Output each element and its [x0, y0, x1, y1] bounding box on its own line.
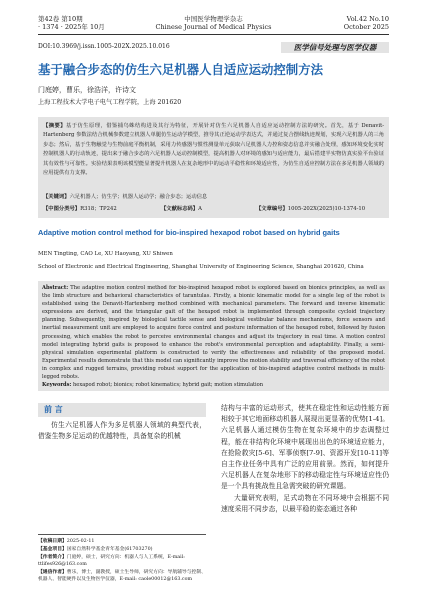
abstract-cn	[43, 122, 384, 178]
keywords-cn-text: 六足机器人；仿生学；机器人运动学；融合步态；运动信息	[69, 194, 208, 200]
running-header-right	[344, 15, 389, 31]
page-number-date: · 1374 · 2025年 10月	[38, 23, 105, 31]
body-paragraph-1: 结构与丰富的运动形式，使其在稳定性和运动性能方面相较于其它地面移动机器人展现出更显著的优势[1-4]。六足机器人通过模仿生物在复杂环境中的步态调整过程，能在非结构化环境中展现出出色的环境适应能力，在抢险救灾[5-6]、军事侦察[7-9]、资源开发[10-11]等自主作业任务中具有广泛的应用前景。然而，如何提升六足机器人在复杂地形下的移动稳定性与环境适应性仍是一个具有挑战性且急需突破的研究课题。	[221, 404, 389, 491]
abstract-en	[42, 284, 385, 389]
keywords-en-label: Keywords:	[42, 382, 72, 389]
keywords-cn	[43, 193, 384, 202]
abstract-en-text: The adaptive motion control method for bio-inspired hexapod robot is explored based on bionics principles, as well as the limb structure and behavioral characteristics of tarantulas. Firstly, a bionic kinematic model for a single leg of the robot is established using the Denavit-Hartenberg method combined with mechanical parameters. The forward and inverse kinematic expressions are derived, and the triangular gait of the hexapod robot is implemented through composite cycloid trajectory planning. Subsequently, inspired by biological tactile sense and biological vestibular balance mechanisms, force sensors and inertial measurement unit are employed to acquire force control and posture information of the hexapod robot, followed by fusion processing, which enables the robot to perceive environmental changes and adjust its trajectory in real time. A motion control model integrating hybrid gaits is proposed to enhance the robot's environmental perception and adaptability. Finally, a semi-physical simulation experimental platform is constructed to verify the effectiveness and reliability of the proposed model. Experimental results demonstrate that this model can significantly improve the motion stability and traversal efficiency of the robot in complex and rugged terrains, providing robust support for the application of bio-inspired adaptive control methods in multi-legged robots.	[42, 285, 386, 381]
volume-issue: 第42卷 第10期	[38, 15, 83, 23]
right-column	[221, 403, 389, 515]
volume-issue-en: Vol.42 No.10	[346, 15, 389, 23]
footnote-corresponding: 【通信作者】曹乐，博士，副教授，硕士生导师，研究方向：导航辅导与控制、机器人、智能硬件以及生物医学仪器，E-mail: caole00012@163.com	[38, 568, 206, 582]
body-paragraph-2: 大量研究表明，足式动物在不同环境中会根据不同速度采用不同步态，以最平稳的姿态通过各种	[221, 493, 389, 513]
article-number: 【文章编号】1005-202X(2025)10-1374-10	[256, 206, 366, 212]
section-heading-intro: 前 言	[38, 403, 206, 417]
authors-en: MEN Tingting, CAO Le, XU Haoyang, XU Shiwen	[38, 251, 173, 257]
left-column	[38, 403, 206, 442]
affiliation-en: School of Electronic and Electrical Engineering, Shanghai University of Engineering Science, Shanghai 201620, China	[38, 264, 364, 270]
journal-name-cn: 中国医学物理学杂志	[184, 15, 243, 23]
title-en: Adaptive motion control method for bio-inspired hexapod robot based on hybrid gaits	[38, 228, 340, 237]
clc-number: 【中图分类号】R318；TP242	[43, 206, 117, 212]
intro-paragraph: 仿生六足机器人作为多足机器人领域的典型代表，借鉴生物多足运动的优越特性，具备复杂的机械	[38, 421, 206, 441]
issue-date-en: October 2025	[343, 23, 389, 31]
abstract-cn-text: 基于仿生原理，借鉴捕鸟蛛结构进及其行为特征，开展针对仿生六足机器人自适应运动控制方法的研究。首先，基于 Denavit-Hartenberg 参数法结合机械参数建立机器人单腿仿生运动学模型，推导其正逆运动学表达式，并通过复合摆线轨迹规划，实现六足机器人的三角步态；然后，基于生物触觉与生物前庭平衡机制，采用力传感器与惯性测量单元获取六足机器人力控和姿态信息并实融合处理，感知环境变化实时控制机器人的行动轨迹，提出来于融合步态的六足机器人运动控制模型，提高机器人对环境的感知与适应能力，最后搭建半实物仿真实验平台验证其有效性与可靠性。实验结果表明该模型能显著提升机器人在复杂地形中的运动平稳性和环境适应性，为仿生自适应控制方法在多足机器人领域的应用提供有力支撑。	[43, 123, 384, 177]
footnote-fund: 【基金项目】国家自然科学基金青年基金(61703270)	[38, 545, 153, 552]
doi: DOI:10.3969/j.issn.1005-202X.2025.10.016	[38, 43, 170, 50]
affiliation-cn: 上海工程技术大学电子电气工程学院，上海 201620	[38, 99, 182, 106]
category-label: 医学信号处理与医学仪器	[281, 42, 389, 53]
footnotes	[38, 538, 206, 583]
journal-name-en: Chinese Journal of Medical Physics	[155, 23, 272, 31]
abstract-cn-label: 【摘要】	[43, 123, 67, 129]
footnote-author: 【作者简介】门庭婷，硕士，研究方向：机器人与人工系统，E-mail: ttlifes926@163.com	[38, 553, 185, 567]
keywords-en-text: hexapod robot; bionics; robot kinematics; hybrid gait; motion stimulation	[73, 382, 264, 389]
document-code: 【文献标志码】A	[161, 206, 202, 212]
title-cn: 基于融合步态的仿生六足机器人自适应运动控制方法	[38, 62, 323, 77]
footnote-rule	[38, 534, 206, 535]
abstract-en-label: Abstract:	[42, 285, 69, 291]
footnote-received: 【收稿日期】2025-02-11	[38, 538, 95, 544]
header-rule	[38, 34, 389, 35]
keywords-cn-label: 【关键词】	[43, 194, 70, 200]
authors-cn: 门庭婷，曹乐，徐浩洋，许诗文	[38, 86, 136, 94]
